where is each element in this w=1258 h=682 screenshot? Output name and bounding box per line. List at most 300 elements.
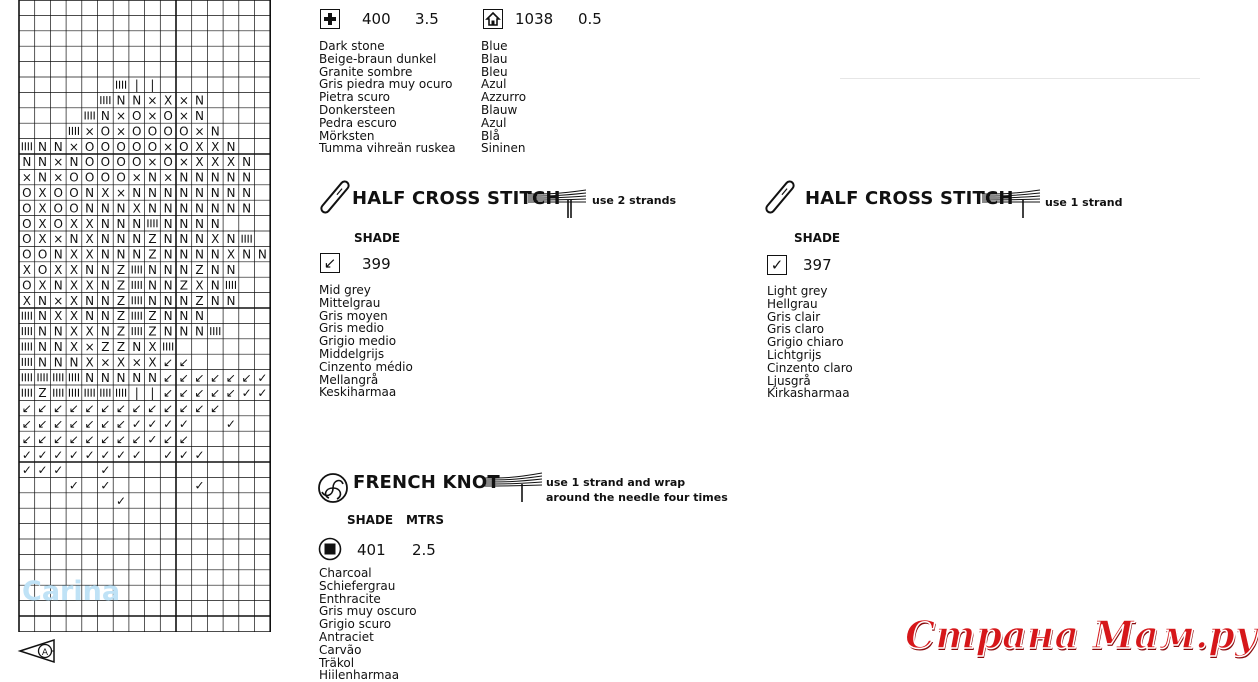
chart-symbol: N [116, 247, 126, 262]
chart-symbol: X [69, 309, 79, 324]
chart-symbol: N [210, 278, 220, 293]
center-marker-label: A [41, 648, 49, 658]
chart-symbol: ✓ [68, 478, 79, 493]
chart-symbol: X [69, 340, 79, 354]
chart-symbol: X [132, 201, 141, 216]
chart-symbol: ✓ [53, 447, 64, 462]
chart-symbol: N [132, 247, 142, 262]
chart-symbol: Z [195, 263, 204, 277]
chart-symbol: ✓ [257, 370, 268, 385]
chart-symbol: N [69, 232, 79, 247]
chart-symbol: N [38, 355, 48, 370]
carina-watermark: Carina [22, 576, 121, 607]
chart-symbol: ↙ [194, 386, 205, 401]
chart-symbol: ↙ [53, 432, 64, 447]
chart-symbol: N [210, 201, 220, 216]
chart-symbol: ↙ [37, 432, 48, 447]
color-name: Cinzento médio [319, 359, 413, 374]
mtrs-label-french: MTRS [406, 513, 445, 527]
color-name: Blau [481, 51, 508, 66]
chart-symbol [22, 389, 31, 397]
chart-symbol: O [147, 139, 158, 154]
chart-symbol: | [134, 386, 139, 401]
chart-symbol: N [242, 247, 252, 262]
chart-symbol: × [84, 340, 95, 354]
chart-symbol: N [85, 293, 95, 308]
chart-symbol: X [211, 155, 220, 170]
chart-symbol [54, 389, 63, 397]
chart-symbol: N [163, 247, 173, 262]
chart-symbol: × [116, 186, 127, 200]
chart-symbol: ↙ [21, 417, 32, 431]
chart-symbol: N [179, 263, 189, 277]
check-mark-icon: ✓ [767, 255, 787, 275]
chart-symbol: N [195, 170, 205, 185]
chart-symbol: N [85, 263, 95, 277]
color-name: Carvão [319, 642, 362, 657]
chart-symbol: N [257, 247, 267, 262]
chart-symbol: X [226, 155, 236, 170]
color-name: Mellangrå [319, 372, 379, 387]
chart-symbol: O [132, 139, 142, 154]
chart-symbol: N [147, 201, 157, 216]
french-instruction-line2: around the needle four times [546, 491, 728, 504]
chart-symbol: N [132, 93, 142, 108]
chart-symbol [132, 327, 141, 335]
chart-symbol: Z [116, 340, 126, 354]
chart-symbol: N [226, 186, 236, 200]
chart-symbol: N [100, 109, 110, 123]
chart-symbol: N [147, 370, 157, 385]
color-name: Grigio chiaro [767, 335, 844, 350]
chart-symbol: N [226, 170, 236, 185]
color-name: Lichtgrijs [767, 347, 822, 362]
half-cross-title-right: HALF CROSS STITCH [805, 188, 1014, 209]
chart-symbol [132, 296, 141, 304]
chart-symbol: N [100, 309, 110, 324]
chart-symbol: N [147, 170, 157, 185]
chart-symbol: N [147, 278, 157, 293]
chart-symbol: O [132, 155, 142, 170]
chart-symbol: N [163, 186, 173, 200]
chart-symbol: N [210, 124, 220, 139]
chart-symbol: Z [148, 232, 157, 247]
color-name: Sininen [481, 141, 526, 156]
chart-symbol: × [178, 93, 189, 108]
chart-symbol: N [179, 170, 189, 185]
chart-symbol: N [226, 201, 236, 216]
chart-symbol: N [179, 324, 189, 339]
chart-symbol [117, 81, 126, 89]
strands-note-right: use 1 strand [1045, 196, 1123, 209]
chart-symbol: O [22, 201, 32, 216]
french-knot-icon [317, 472, 349, 504]
chart-symbol: N [53, 278, 63, 293]
chart-symbol: × [53, 232, 64, 247]
chart-symbol: ↙ [37, 401, 48, 416]
chart-symbol [69, 389, 78, 397]
chart-symbol: N [85, 201, 95, 216]
chart-symbol: | [134, 78, 139, 93]
chart-symbol: O [22, 186, 32, 200]
page-fold-line [840, 56, 1200, 79]
chart-symbol: X [54, 309, 63, 324]
chart-symbol: O [163, 124, 173, 139]
half-left-names [319, 284, 413, 399]
chart-symbol: ↙ [68, 417, 79, 431]
chart-symbol: ↙ [84, 401, 95, 416]
color-name: Gris claro [767, 322, 824, 337]
chart-symbol: N [132, 232, 142, 247]
chart-symbol: N [69, 355, 79, 370]
needle-icon [318, 180, 352, 214]
chart-symbol: ↙ [147, 401, 158, 416]
two-strands-icon [528, 188, 588, 220]
chart-symbol: X [164, 93, 173, 108]
chart-symbol: N [100, 370, 110, 385]
chart-symbol: × [194, 124, 205, 139]
chart-symbol: N [195, 201, 205, 216]
chart-symbol: Z [116, 263, 126, 277]
chart-symbol: ✓ [100, 447, 111, 462]
chart-symbol: Z [148, 324, 157, 339]
shade-label-left: SHADE [354, 231, 401, 245]
chart-symbol: Z [116, 293, 126, 308]
house-icon [483, 9, 503, 29]
chart-symbol: O [84, 170, 95, 185]
color-name: Pietra scuro [319, 90, 390, 105]
chart-symbol: ✓ [131, 447, 142, 462]
chart-symbol: ↙ [178, 401, 189, 416]
chart-symbol: ↙ [210, 386, 221, 401]
one-strand-icon [982, 188, 1042, 220]
chart-symbol: N [53, 355, 63, 370]
color-name: Beige-braun dunkel [319, 51, 437, 66]
chart-symbol: N [163, 324, 173, 339]
color-name: Middelgrijs [319, 346, 385, 361]
chart-symbol: × [147, 109, 158, 123]
chart-symbol: X [148, 340, 157, 354]
chart-symbol: O [163, 155, 173, 170]
chart-symbol: N [132, 186, 142, 200]
chart-symbol: ✓ [37, 447, 48, 462]
chart-symbol: N [163, 278, 173, 293]
chart-symbol: ↙ [68, 401, 79, 416]
chart-symbol: × [53, 293, 64, 308]
chart-symbol [22, 373, 31, 381]
chart-symbol: ✓ [100, 478, 111, 493]
chart-symbol: N [210, 263, 220, 277]
chart-symbol: O [22, 247, 32, 262]
chart-symbol: N [53, 340, 63, 354]
chart-symbol [101, 389, 110, 397]
chart-symbol: N [210, 186, 220, 200]
chart-symbol: X [69, 293, 79, 308]
chart-symbol [69, 373, 78, 381]
chart-symbol: ↙ [178, 386, 189, 401]
chart-symbol: ✓ [178, 417, 189, 431]
chart-symbol: N [147, 293, 157, 308]
half-right-shade: 397 [803, 256, 832, 274]
chart-symbol [85, 389, 94, 397]
chart-symbol [117, 389, 126, 397]
key-400-names [319, 40, 456, 155]
chart-symbol: ✓ [100, 463, 111, 478]
key-400-shade: 400 [362, 10, 391, 28]
chart-symbol: N [100, 201, 110, 216]
chart-symbol: N [226, 139, 236, 154]
chart-symbol: O [69, 170, 79, 185]
chart-symbol: | [150, 386, 155, 401]
chart-symbol: N [38, 170, 48, 185]
chart-symbol: Z [116, 278, 126, 293]
key-1038-names [481, 40, 526, 155]
french-shade: 401 [357, 541, 386, 559]
chart-symbol: N [100, 247, 110, 262]
chart-symbol: Z [116, 324, 126, 339]
key-1038-mtrs: 0.5 [578, 10, 602, 28]
chart-symbol: Z [38, 386, 47, 401]
chart-symbol: ↙ [178, 432, 189, 447]
color-name: Kirkasharmaa [767, 386, 850, 401]
chart-symbol: O [69, 201, 79, 216]
chart-symbol: ↙ [163, 355, 174, 370]
chart-symbol: ↙ [210, 401, 221, 416]
chart-symbol: N [116, 232, 126, 247]
color-name: Hellgrau [767, 296, 818, 311]
chart-symbol: O [100, 170, 111, 185]
chart-symbol: ↙ [116, 432, 127, 447]
chart-symbol: X [22, 293, 31, 308]
chart-symbol: X [195, 155, 204, 170]
color-name: Azul [481, 115, 507, 130]
chart-symbol: N [179, 247, 189, 262]
chart-symbol: | [150, 78, 155, 93]
half-left-shade: 399 [362, 255, 391, 273]
chart-symbol: X [85, 355, 94, 370]
chart-symbol: N [116, 93, 126, 108]
chart-symbol: ✓ [21, 447, 32, 462]
needle-icon [763, 180, 797, 214]
chart-symbol: ✓ [194, 478, 205, 493]
chart-symbol: N [163, 263, 173, 277]
chart-symbol: × [131, 355, 142, 370]
chart-symbol: O [37, 263, 48, 277]
chart-symbol: N [163, 293, 173, 308]
chart-symbol: O [116, 155, 126, 170]
chart-symbol: ↙ [163, 432, 174, 447]
chart-symbol: N [132, 216, 142, 231]
chart-symbol: ✓ [53, 463, 64, 478]
chart-symbol: N [210, 247, 220, 262]
chart-symbol: N [226, 263, 236, 277]
chart-symbol: ✓ [131, 417, 142, 431]
color-name: Blue [481, 39, 508, 53]
chart-symbol: X [116, 355, 126, 370]
chart-symbol: N [210, 216, 220, 231]
chart-symbol: ↙ [100, 401, 111, 416]
french-names [319, 567, 417, 682]
filled-square-circle-icon [318, 537, 342, 561]
chart-symbol: ↙ [116, 401, 127, 416]
chart-symbol: N [53, 139, 63, 154]
color-name: Keskiharmaa [319, 385, 397, 400]
chart-symbol: O [100, 139, 111, 154]
chart-symbol [211, 327, 220, 335]
chart-symbol [22, 343, 31, 351]
chart-symbol: ↙ [84, 432, 95, 447]
chart-symbol: X [211, 232, 220, 247]
chart-symbol: ↙ [225, 386, 236, 401]
color-name: Azzurro [481, 90, 527, 105]
chart-symbol: ↙ [37, 417, 48, 431]
chart-symbol: N [179, 201, 189, 216]
chart-symbol: ✓ [21, 463, 32, 478]
chart-symbol: O [84, 155, 95, 170]
chart-symbol: × [131, 170, 142, 185]
chart-symbol: X [69, 324, 79, 339]
color-name: Cinzento claro [767, 360, 853, 375]
color-name: Gris piedra muy ocuro [319, 77, 453, 92]
chart-symbol: O [53, 201, 63, 216]
chart-symbol [101, 96, 110, 104]
color-name: Donkersteen [319, 102, 396, 117]
chart-symbol: N [100, 324, 110, 339]
chart-symbol: N [53, 247, 63, 262]
shade-label-french: SHADE [347, 513, 394, 527]
french-knot-title: FRENCH KNOT [353, 472, 500, 493]
chart-symbol: N [163, 201, 173, 216]
site-watermark: Страна Мам.ру [905, 612, 1258, 657]
color-name: Pedra escuro [319, 115, 397, 130]
chart-symbol: O [147, 124, 158, 139]
chart-symbol: Z [101, 340, 110, 354]
chart-symbol: O [116, 139, 126, 154]
chart-symbol [148, 219, 157, 227]
chart-symbol: ✓ [37, 463, 48, 478]
strands-note-left: use 2 strands [592, 194, 677, 207]
chart-symbol: N [116, 370, 126, 385]
chart-symbol: ↙ [100, 432, 111, 447]
chart-symbol: O [53, 186, 63, 200]
chart-symbol: O [179, 139, 189, 154]
chart-symbol: X [85, 247, 94, 262]
chart-symbol: N [38, 139, 48, 154]
chart-symbol: ↙ [116, 417, 127, 431]
chart-symbol: ✓ [163, 447, 174, 462]
chart-symbol: ✓ [116, 447, 127, 462]
chart-symbol [164, 343, 173, 351]
color-name: Enthracite [319, 591, 381, 606]
chart-symbol: Z [148, 247, 157, 262]
color-name: Granite sombre [319, 64, 413, 79]
chart-symbol: X [85, 232, 94, 247]
chart-symbol: O [22, 232, 32, 247]
chart-symbol: N [100, 278, 110, 293]
chart-symbol: × [100, 355, 111, 370]
chart-symbol: ✓ [68, 447, 79, 462]
chart-symbol: X [226, 247, 236, 262]
chart-symbol: ✓ [194, 447, 205, 462]
chart-symbol: N [100, 216, 110, 231]
french-mtrs: 2.5 [412, 541, 436, 559]
chart-symbol: X [85, 324, 94, 339]
chart-symbol: N [100, 293, 110, 308]
chart-symbol: N [163, 216, 173, 231]
plus-cross-icon [320, 9, 340, 29]
color-name: Gris medio [319, 321, 384, 336]
chart-symbol: N [242, 170, 252, 185]
chart-symbol [85, 112, 94, 120]
chart-symbol: ↙ [225, 370, 236, 385]
chart-symbol [132, 281, 141, 289]
chart-symbol: N [195, 216, 205, 231]
chart-symbol [38, 373, 47, 381]
chart-symbol: N [242, 201, 252, 216]
chart-symbol: N [38, 309, 48, 324]
color-name: Hiilenharmaa [319, 668, 400, 682]
chart-symbol: N [132, 370, 142, 385]
chart-symbol: N [179, 293, 189, 308]
chart-symbol: N [195, 247, 205, 262]
chart-symbol: ↙ [53, 417, 64, 431]
chart-symbol: X [69, 278, 79, 293]
color-name: Dark stone [319, 39, 385, 53]
chart-symbol: ↙ [84, 417, 95, 431]
color-name: Mittelgrau [319, 295, 381, 310]
chart-symbol: ↙ [21, 401, 32, 416]
chart-symbol: X [195, 278, 204, 293]
chart-symbol: × [147, 155, 158, 170]
chart-symbol: O [179, 124, 189, 139]
chart-symbol: X [22, 263, 31, 277]
chart-symbol: ✓ [225, 417, 236, 431]
half-cross-title-left: HALF CROSS STITCH [352, 188, 561, 209]
chart-symbol: X [195, 139, 204, 154]
chart-symbol: O [69, 186, 79, 200]
center-marker [20, 640, 54, 662]
shade-label-right: SHADE [794, 231, 841, 245]
chart-symbol: × [116, 109, 127, 123]
chart-symbol: ↙ [210, 370, 221, 385]
color-name: Tumma vihreän ruskea [319, 141, 456, 156]
chart-symbol: O [132, 109, 142, 123]
chart-symbol: × [147, 93, 158, 108]
chart-symbol [22, 312, 31, 320]
color-name: Blauw [481, 102, 518, 117]
color-name: Ljusgrå [767, 373, 811, 388]
chart-symbol: N [69, 155, 79, 170]
chart-symbol: X [101, 186, 110, 200]
chart-symbol: ↙ [194, 401, 205, 416]
chart-symbol [54, 373, 63, 381]
color-name: Gris moyen [319, 308, 388, 323]
chart-symbol: X [54, 263, 63, 277]
chart-symbol: ↙ [53, 401, 64, 416]
chart-symbol: Z [116, 309, 126, 324]
chart-symbol: ✓ [84, 447, 95, 462]
chart-symbol: N [100, 232, 110, 247]
chart-symbol: N [163, 232, 173, 247]
chart-symbol: ✓ [116, 494, 127, 508]
chart-symbol: ↙ [21, 432, 32, 447]
chart-symbol: X [38, 278, 47, 293]
chart-symbol: N [85, 309, 95, 324]
chart-symbol: N [22, 155, 32, 170]
color-name: Antraciet [319, 629, 374, 644]
key-1038-shade: 1038 [515, 10, 554, 28]
chart-symbol: X [211, 139, 220, 154]
